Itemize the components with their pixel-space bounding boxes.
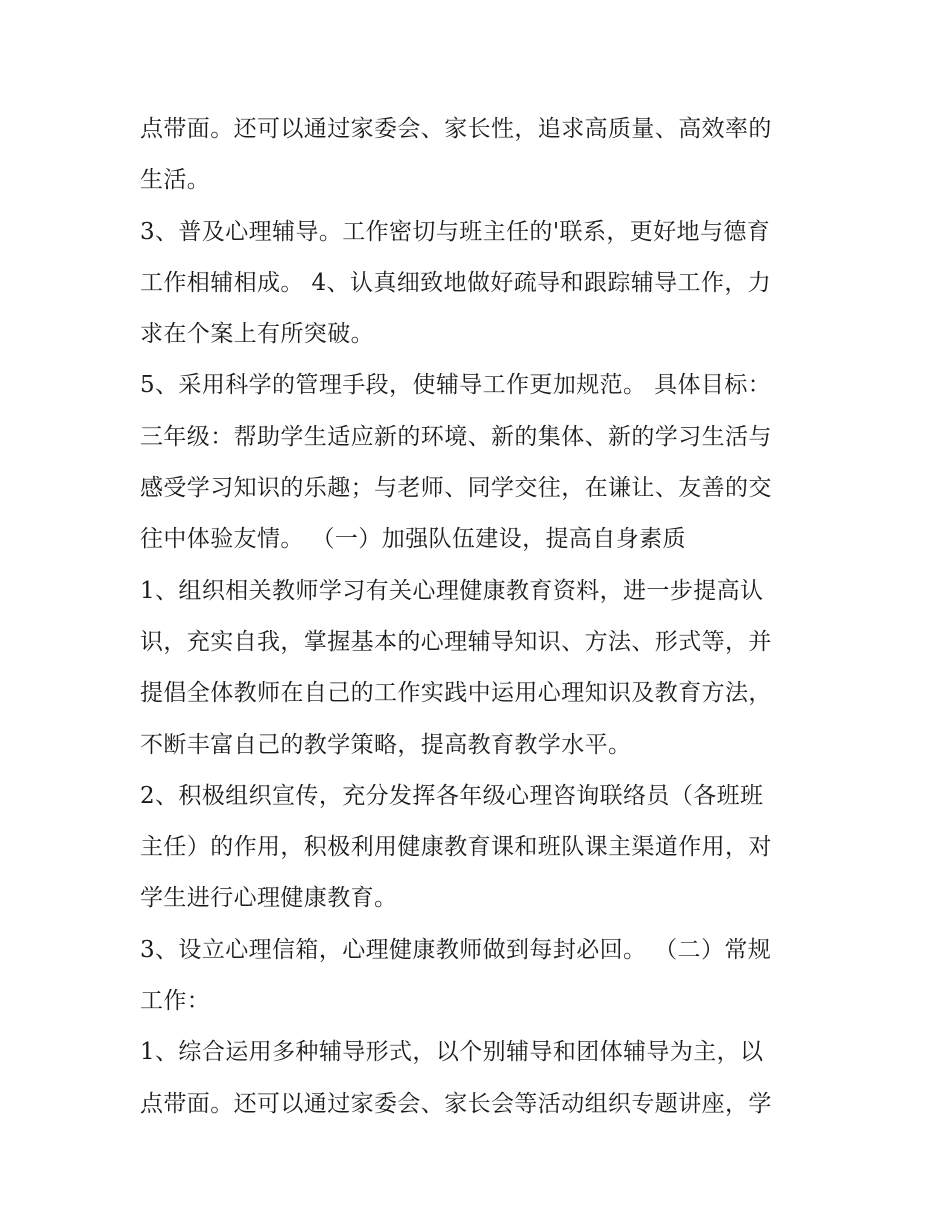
text-line-13: 不断丰富自己的教学策略，提高教育教学水平。 <box>140 731 632 758</box>
text-line-17: 3、设立心理信箱，心理健康教师做到每封必回。 （二）常规 <box>140 936 772 963</box>
text-line-9: 往中体验友情。 （一）加强队伍建设，提高自身素质 <box>140 526 686 553</box>
text-line-14: 2、积极组织宣传，充分发挥各年级心理咨询联络员（各班班 <box>140 782 764 809</box>
text-line-6: 5、采用科学的管理手段，使辅导工作更加规范。 具体目标： <box>140 372 772 399</box>
text-line-20: 点带面。还可以通过家委会、家长会等活动组织专题讲座，学 <box>140 1090 772 1117</box>
text-line-3: 3、普及心理辅导。工作密切与班主任的'联系，更好地与德育 <box>140 218 771 245</box>
text-line-19: 1、综合运用多种辅导形式，以个别辅导和团体辅导为主，以 <box>140 1039 764 1066</box>
text-line-5: 求在个案上有所突破。 <box>140 321 374 348</box>
body-text <box>140 104 830 1130</box>
text-line-2: 生活。 <box>140 167 211 194</box>
text-line-11: 识，充实自我，掌握基本的心理辅导知识、方法、形式等，并 <box>140 628 772 655</box>
text-line-4: 工作相辅相成。 4、认真细致地做好疏导和跟踪辅导工作，力 <box>140 269 772 296</box>
text-line-1: 点带面。还可以通过家委会、家长性，追求高质量、高效率的 <box>140 116 772 142</box>
text-line-10: 1、组织相关教师学习有关心理健康教育资料，进一步提高认 <box>140 577 764 604</box>
text-line-7: 三年级：帮助学生适应新的环境、新的集体、新的学习生活与 <box>140 423 772 450</box>
text-line-12: 提倡全体教师在自己的工作实践中运用心理知识及教育方法， <box>140 680 772 707</box>
text-line-15: 主任）的作用，积极利用健康教育课和班队课主渠道作用，对 <box>140 834 772 861</box>
text-line-8: 感受学习知识的乐趣；与老师、同学交往，在谦让、友善的交 <box>140 475 772 502</box>
text-line-16: 学生进行心理健康教育。 <box>140 885 398 912</box>
text-line-18: 工作： <box>140 988 211 1015</box>
